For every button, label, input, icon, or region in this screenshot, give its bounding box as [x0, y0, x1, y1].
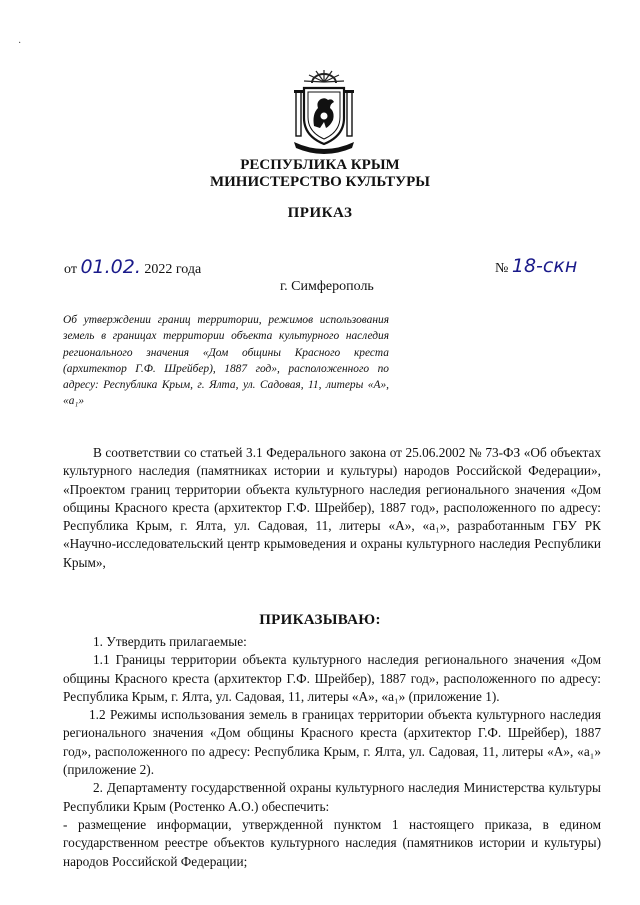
handwritten-number: 18-скн [511, 255, 578, 277]
city-line: г. Симферополь [280, 279, 374, 294]
header-ministry: МИНИСТЕРСТВО КУЛЬТУРЫ [209, 174, 431, 190]
item-2: 2. Департаменту государственной охраны культурного наследия Министерства культуры Республики Крым (Ростенко А.О.) обеспечить: [63, 780, 601, 814]
header-republic: РЕСПУБЛИКА КРЫМ [240, 157, 400, 173]
corner-mark: · [18, 38, 22, 49]
order-items [63, 633, 601, 871]
order-heading: ПРИКАЗЫВАЮ: [259, 612, 381, 628]
item-1-2: 1.2 Режимы использования земель в границах территории объекта культурного наследия регионального значения «Дом общины Красного креста (архитектор Г.Ф. Шрейбер), 1887 год», расположенного по адресу: Республика Крым, г. Ялта, ул. Садовая, 11, литеры «А», «а₁» (приложение 2). [63, 707, 601, 778]
doc-type-title: ПРИКАЗ [287, 205, 353, 221]
subject-block: Об утверждении границ территории, режимов использования земель в границах территории объекта культурного наследия регионального значения «Дом общины Красного креста (архитектор Г.Ф. Шрейбер), 1887 год», расположенного по адресу: Республика Крым, г. Ялта, ул. Садовая, 11, литеры «А», «а₁» [63, 314, 389, 408]
order-number [495, 255, 577, 277]
crimea-coat-of-arms-icon [290, 66, 358, 156]
date-prefix: от [64, 262, 77, 277]
item-2-dash: - размещение информации, утвержденной пунктом 1 настоящего приказа, в едином государственном реестре объектов культурного наследия (памятников истории и культуры) народов Российской Федерации; [63, 816, 601, 869]
item-1: 1. Утвердить прилагаемые: [93, 634, 247, 649]
preamble-paragraph: В соответствии со статьей 3.1 Федерального закона от 25.06.2002 № 73-ФЗ «Об объектах культурного наследия (памятниках истории и культуры) народов Российской Федерации», «Проектом границ территории объекта культурного наследия регионального значения «Дом общины Красного креста (архитектор Г.Ф. Шрейбер), 1887 год», расположенного по адресу: Республика Крым, г. Ялта, ул. Садовая, 11, литеры «А», «а₁», разработанным ГБУ РК «Научно-исследовательский центр крымоведения и охраны культурного наследия Республики Крым», [63, 445, 601, 570]
number-prefix: № [495, 261, 509, 276]
date-suffix: 2022 года [144, 262, 202, 277]
handwritten-date: 01.02. [80, 256, 141, 278]
item-1-1: 1.1 Границы территории объекта культурного наследия регионального значения «Дом общины Красного креста (архитектор Г.Ф. Шрейбер), 1887 год», расположенного по адресу: Республика Крым, г. Ялта, ул. Садовая, 11, литеры «А», «а₁» (приложение 1). [63, 652, 601, 704]
date-line [64, 256, 201, 278]
